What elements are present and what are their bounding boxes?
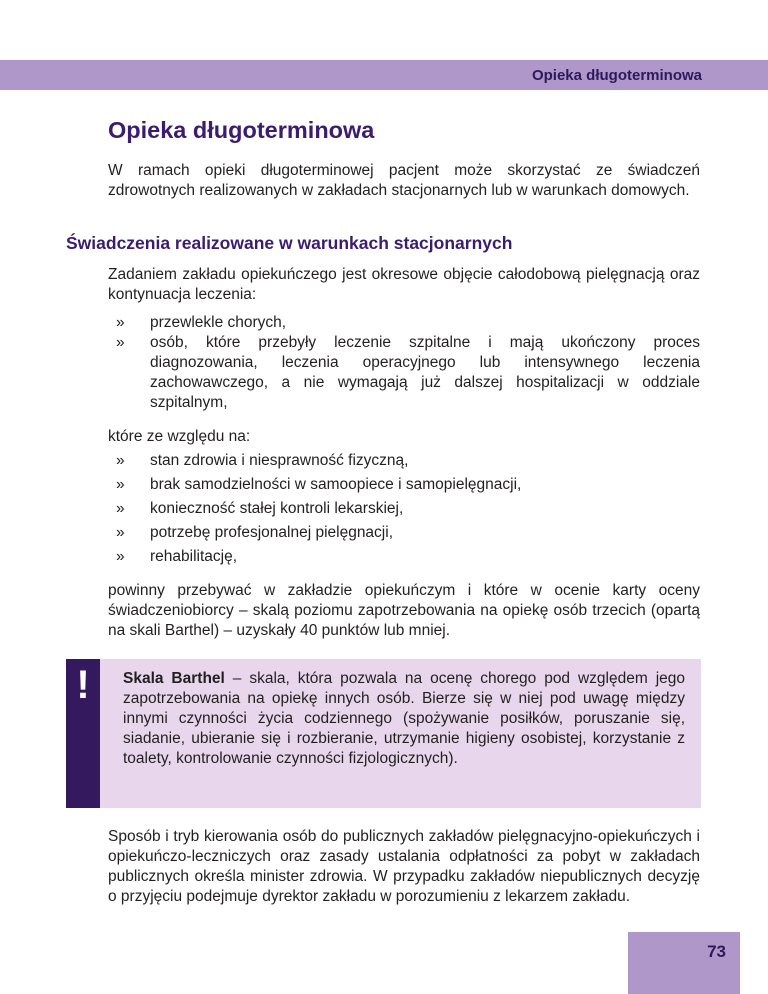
bullet-marker: » bbox=[116, 548, 125, 565]
note-text bbox=[123, 669, 685, 769]
bullet-marker: » bbox=[116, 452, 125, 469]
paragraph-reasons-intro: które ze względu na: bbox=[108, 428, 251, 445]
list-item-text: stan zdrowia i niesprawność fizyczną, bbox=[150, 452, 409, 469]
list-item-text: osób, które przebyły leczenie szpitalne i mają ukończony proces diagnozowania, leczenia operacyjnego lub intensywnego leczenia zachowawczego, a nie wymagają już dalszej hospitalizacji w oddziale szpitalnym, bbox=[150, 334, 700, 411]
running-header: Opieka długoterminowa bbox=[531, 67, 702, 84]
bullet-marker: » bbox=[116, 334, 125, 351]
list-item bbox=[108, 333, 700, 413]
reasons-list bbox=[108, 451, 700, 571]
paragraph-eligibility: powinny przebywać w zakładzie opiekuńczym i które w ocenie karty oceny świadczeniobiorcy – skalą poziomu zapotrzebowania na opiekę osób trzecich (opartą na skali Barthel) – uzyskały 40 punktów lub mniej. bbox=[108, 582, 700, 639]
patients-list bbox=[108, 313, 700, 413]
intro-paragraph: W ramach opieki długoterminowej pacjent może skorzystać ze świadczeń zdrowotnych realizowanych w zakładach stacjonarnych lub w warunkach domowych. bbox=[108, 162, 700, 199]
page-title: Opieka długoterminowa bbox=[108, 117, 375, 143]
list-item-text: potrzebę profesjonalnej pielęgnacji, bbox=[150, 524, 393, 541]
list-item-text: przewlekle chorych, bbox=[150, 314, 287, 331]
list-item bbox=[108, 451, 700, 471]
note-definition: – skala, która pozwala na ocenę chorego pod względem jego zapotrzebowania na opiekę innych osób. Bierze się w niej pod uwagę między innymi czynności życia codziennego (spożywanie posiłków, poruszanie się, siadanie, ubieranie się i rozbieranie, utrzymanie higieny osobistej, korzystanie z toalety, kontrolowanie czynności fizjologicznych). bbox=[123, 670, 685, 767]
bullet-marker: » bbox=[116, 314, 125, 331]
header-band bbox=[0, 60, 768, 90]
bullet-marker: » bbox=[116, 476, 125, 493]
exclamation-icon: ! bbox=[76, 663, 90, 707]
list-item bbox=[108, 499, 700, 519]
note-sidebar bbox=[66, 659, 100, 808]
page-number-box bbox=[628, 932, 740, 994]
list-item-text: rehabilitację, bbox=[150, 548, 238, 565]
list-item bbox=[108, 523, 700, 543]
note-box bbox=[100, 659, 701, 808]
list-item bbox=[108, 547, 700, 567]
list-item-text: konieczność stałej kontroli lekarskiej, bbox=[150, 500, 404, 517]
bullet-marker: » bbox=[116, 524, 125, 541]
page-number: 73 bbox=[707, 942, 726, 961]
list-item-text: brak samodzielności w samoopiece i samopielęgnacji, bbox=[150, 476, 522, 493]
paragraph-duties: Zadaniem zakładu opiekuńczego jest okresowe objęcie całodobową pielęgnacją oraz kontynuacja leczenia: bbox=[108, 266, 700, 303]
list-item bbox=[108, 475, 700, 495]
bullet-marker: » bbox=[116, 500, 125, 517]
paragraph-procedure: Sposób i tryb kierowania osób do publicznych zakładów pielęgnacyjno-opiekuńczych i opiekuńczo-leczniczych oraz zasady ustalania odpłatności za pobyt w zakładach publicznych określa minister zdrowia. W przypadku zakładów niepublicznych decyzję o przyjęciu podejmuje dyrektor zakładu w porozumieniu z lekarzem zakładu. bbox=[108, 828, 700, 905]
section-heading: Świadczenia realizowane w warunkach stacjonarnych bbox=[66, 233, 513, 253]
note-term: Skala Barthel bbox=[123, 670, 225, 687]
list-item bbox=[108, 313, 700, 333]
